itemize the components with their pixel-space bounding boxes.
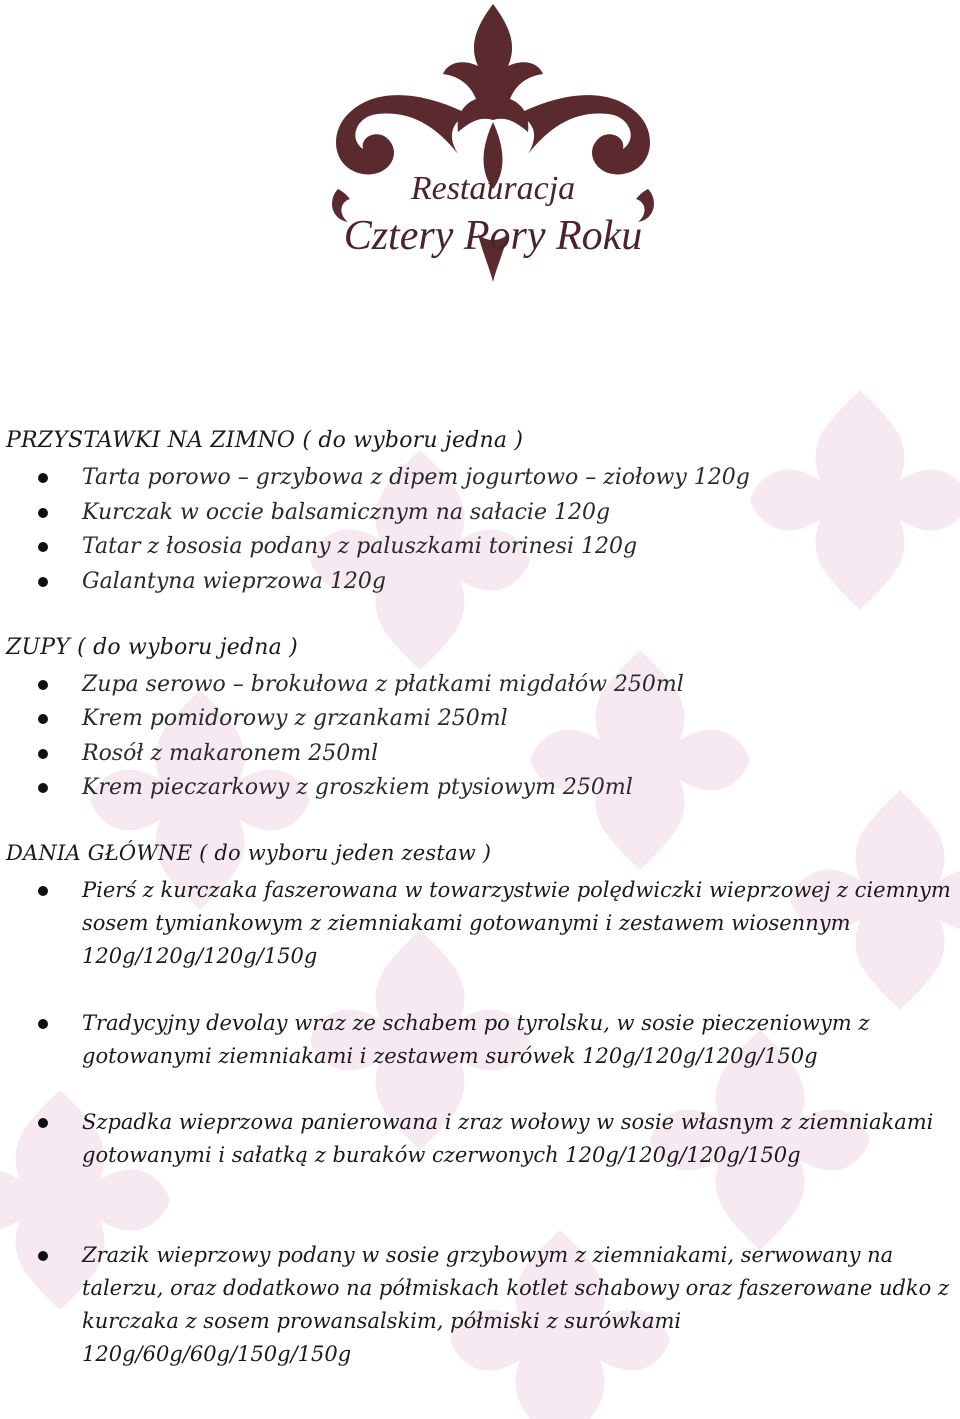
bullet (38, 1019, 48, 1029)
bullet (38, 1251, 48, 1261)
menu-item: Kurczak w occie balsamicznym na sałacie 120g (82, 500, 611, 525)
logo-line1: Restauracja (410, 170, 576, 207)
bullet (38, 1118, 48, 1128)
logo-line2: Cztery Pory Roku (343, 213, 643, 259)
menu-item: Tarta porowo – grzybowa z dipem jogurtowo – ziołowy 120g (82, 465, 750, 490)
section-heading-przystawki: PRZYSTAWKI NA ZIMNO ( do wyboru jedna ) (6, 428, 524, 453)
menu-item: Krem pomidorowy z grzankami 250ml (82, 706, 508, 731)
menu-item: Zupa serowo – brokułowa z płatkami migdałów 250ml (82, 672, 684, 697)
section-heading-zupy: ZUPY ( do wyboru jedna ) (6, 635, 298, 660)
menu-item: Galantyna wieprzowa 120g (82, 569, 386, 594)
bullet (38, 749, 48, 759)
menu-item: Tradycyjny devolay wraz ze schabem po tyrolsku, w sosie pieczeniowym z gotowanymi ziemniakami i zestawem surówek 120g/120g/120g/150g (82, 1011, 870, 1068)
bullet (38, 783, 48, 793)
bullet (38, 542, 48, 552)
bullet (38, 577, 48, 587)
menu-item: Pierś z kurczaka faszerowana w towarzystwie polędwiczki wieprzowej z ciemnym sosem tymiankowym z ziemniakami gotowanymi i zestawem wiosennym 120g/120g/120g/150g (82, 878, 951, 968)
bullet (38, 714, 48, 724)
menu-item: Tatar z łososia podany z paluszkami torinesi 120g (82, 534, 638, 559)
bullet (38, 680, 48, 690)
section-heading-dania-glowne: DANIA GŁÓWNE ( do wyboru jeden zestaw ) (6, 841, 492, 865)
bullet (38, 508, 48, 518)
menu-item: Szpadka wieprzowa panierowana i zraz wołowy w sosie własnym z ziemniakami gotowanymi i sałatką z buraków czerwonych 120g/120g/120g/150g (82, 1110, 934, 1167)
menu-item: Zrazik wieprzowy podany w sosie grzybowym z ziemniakami, serwowany na talerzu, oraz dodatkowo na półmiskach kotlet schabowy oraz faszerowane udko z kurczaka z sosem prowansalskim, półmiski z surówkami 120g/60g/60g/150g/150g (82, 1243, 950, 1366)
menu-item: Rosół z makaronem 250ml (82, 741, 379, 766)
bullet (38, 886, 48, 896)
bullet (38, 473, 48, 483)
menu-item: Krem pieczarkowy z groszkiem ptysiowym 250ml (82, 775, 633, 800)
